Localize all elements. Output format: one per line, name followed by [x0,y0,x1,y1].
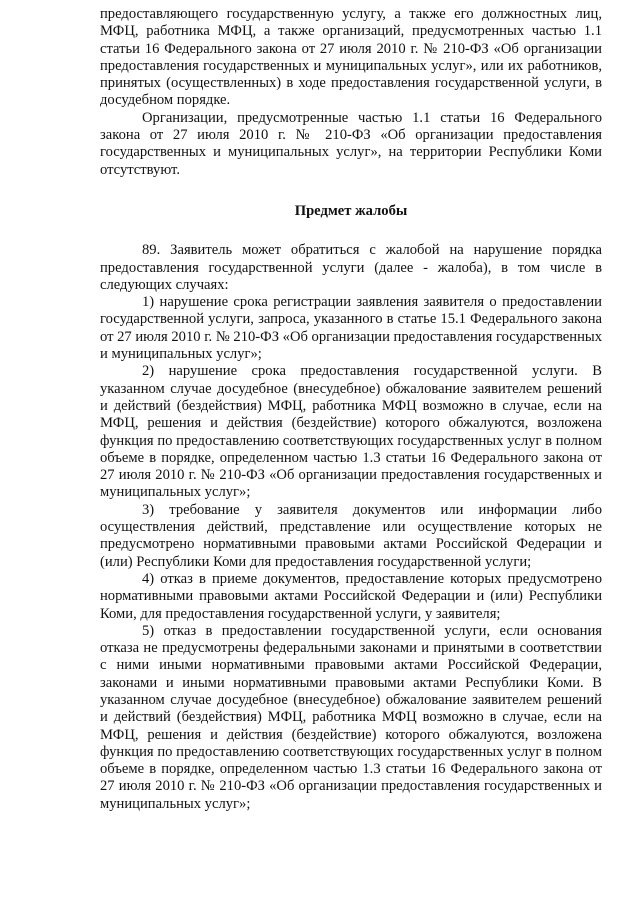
complaint-case-5: 5) отказ в предоставлении государственной услуги, если основания отказа не предусмотрены федеральными законами и принятыми в соответствии с ними иными нормативными правовыми актами Российской Федерации, законами и иными нормативными правовыми актами Республики Коми. В указанном случае досудебное (внесудебное) обжалование заявителем решений и действий (бездействия) МФЦ, работника МФЦ возможно в случае, если на МФЦ, решения и действия (бездействие) которого обжалуются, возложена функция по предоставлению соответствующих государственных услуг в полном объеме в порядке, определенном частью 1.3 статьи 16 Федерального закона от 27 июля 2010 г. № 210-ФЗ «Об организации предоставления государственных и муниципальных услуг»; [100,622,602,812]
organizations-note-paragraph: Организации, предусмотренные частью 1.1 статьи 16 Федерального закона от 27 июля 2010 г. № 210-ФЗ «Об организации предоставления государственных и муниципальных услуг», на территории Республики Коми отсутствуют. [100,109,602,178]
complaint-case-1: 1) нарушение срока регистрации заявления заявителя о предоставлении государственной услуги, запроса, указанного в статье 15.1 Федерального закона от 27 июля 2010 г. № 210-ФЗ «Об организации предоставления государственных и муниципальных услуг»; [100,294,602,363]
complaint-case-2: 2) нарушение срока предоставления государственной услуги. В указанном случае досудебное (внесудебное) обжалование заявителем решений и действий (бездействия) МФЦ, работника МФЦ возможно в случае, если на МФЦ, решения и действия (бездействие) которого обжалуются, возложена функция по предоставлению соответствующих государственных услуг в полном объеме в порядке, определенном частью 1.3 статьи 16 Федерального закона от 27 июля 2010 г. № 210-ФЗ «Об организации предоставления государственных и муниципальных услуг»; [100,363,602,501]
clause-89-intro: 89. Заявитель может обратиться с жалобой на нарушение порядка предоставления государственной услуги (далее - жалоба), в том числе в следующих случаях: [100,242,602,293]
document-page [100,6,602,813]
complaint-case-3: 3) требование у заявителя документов или информации либо осуществления действий, представление или осуществление которых не предусмотрено нормативными правовыми актами Российской Федерации и (или) Республики Коми для предоставления государственной услуги; [100,501,602,570]
section-heading: Предмет жалобы [294,202,408,219]
complaint-case-4: 4) отказ в приеме документов, предоставление которых предусмотрено нормативными правовыми актами Российской Федерации и (или) Республики Коми, для предоставления государственной услуги, у заявителя; [100,570,602,622]
continuation-paragraph: предоставляющего государственную услугу, а также его должностных лиц, МФЦ, работника МФЦ, а также организаций, предусмотренных частью 1.1 статьи 16 Федерального закона от 27 июля 2010 г. № 210-ФЗ «Об организации предоставления государственных и муниципальных услуг», или их работников, принятых (осуществленных) в ходе предоставления государственной услуги, в досудебном порядке. [100,6,602,109]
